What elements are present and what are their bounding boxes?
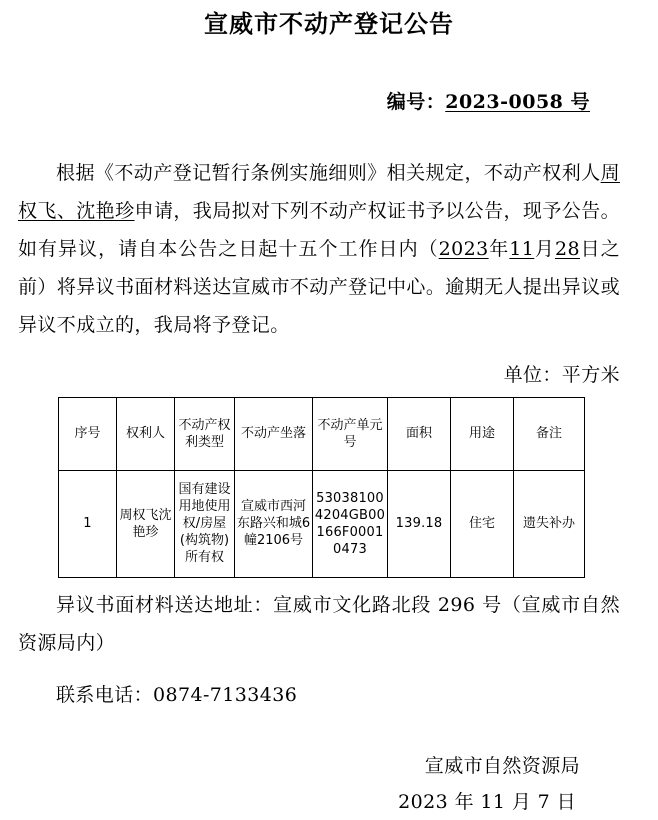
serial-number-value: 2023-0058 号 <box>445 90 590 113</box>
page-title: 宣威市不动产登记公告 <box>204 10 454 38</box>
table-row <box>59 470 585 577</box>
cell-remark: 遗失补办 <box>514 470 585 577</box>
serial-number-label: 编号： <box>386 90 446 113</box>
deadline-day: 28 <box>554 237 580 260</box>
serial-number-line <box>0 39 658 114</box>
deadline-month-unit: 月 <box>534 237 555 260</box>
deadline-day-unit: 日 <box>579 237 601 260</box>
deadline-month: 11 <box>509 237 535 260</box>
column-header-area: 面积 <box>388 397 451 470</box>
deadline-year: 2023 <box>438 237 489 260</box>
cell-owner: 周权飞沈艳珍 <box>117 470 175 577</box>
deadline-year-unit: 年 <box>488 237 510 260</box>
column-header-owner: 权利人 <box>117 397 175 470</box>
column-header-unit-no: 不动产单元号 <box>313 397 388 470</box>
objection-address-line: 异议书面材料送达地址：宣威市文化路北段 296 号（宣威市自然资源局内） <box>18 593 620 654</box>
column-header-right-type: 不动产权利类型 <box>175 397 235 470</box>
issue-date: 2023 年 11 月 7 日 <box>398 790 576 813</box>
cell-use: 住宅 <box>451 470 514 577</box>
cell-location: 宣威市西河东路兴和城6幢2106号 <box>235 470 313 577</box>
issuing-organization: 宣威市自然资源局 <box>424 754 580 777</box>
applicant-names: 周权飞、沈艳珍 <box>18 161 620 222</box>
column-header-use: 用途 <box>451 397 514 470</box>
table-header-row <box>59 397 585 470</box>
announcement-body <box>0 114 658 344</box>
contact-phone-line: 联系电话：0874-7133436 <box>56 683 298 706</box>
registration-table <box>58 397 585 578</box>
cell-right-type: 国有建设用地使用权/房屋(构筑物)所有权 <box>175 470 235 577</box>
cell-seq: 1 <box>59 470 117 577</box>
column-header-remark: 备注 <box>514 397 585 470</box>
cell-unit-no: 530381004204GB00166F00010473 <box>313 470 388 577</box>
body-segment-3: 之前）将异议书面材料送达宣威市不动产登记中心。逾期无人提出异议或异议不成立的，我局将予登记。 <box>18 237 621 336</box>
cell-area: 139.18 <box>388 470 451 577</box>
column-header-seq: 序号 <box>59 397 117 470</box>
body-segment-1: 根据《不动产登记暂行条例实施细则》相关规定，不动产权利人 <box>56 161 601 184</box>
body-segment-2: 申请，我局拟对下列不动产权证书予以公告，现予公告。如有异议，请自本公告之日起十五个工作日内（ <box>18 199 620 260</box>
signature-block <box>0 714 658 820</box>
measurement-unit-note: 单位：平方米 <box>503 363 620 386</box>
column-header-location: 不动产坐落 <box>235 397 313 470</box>
registration-table-wrapper <box>0 387 658 578</box>
